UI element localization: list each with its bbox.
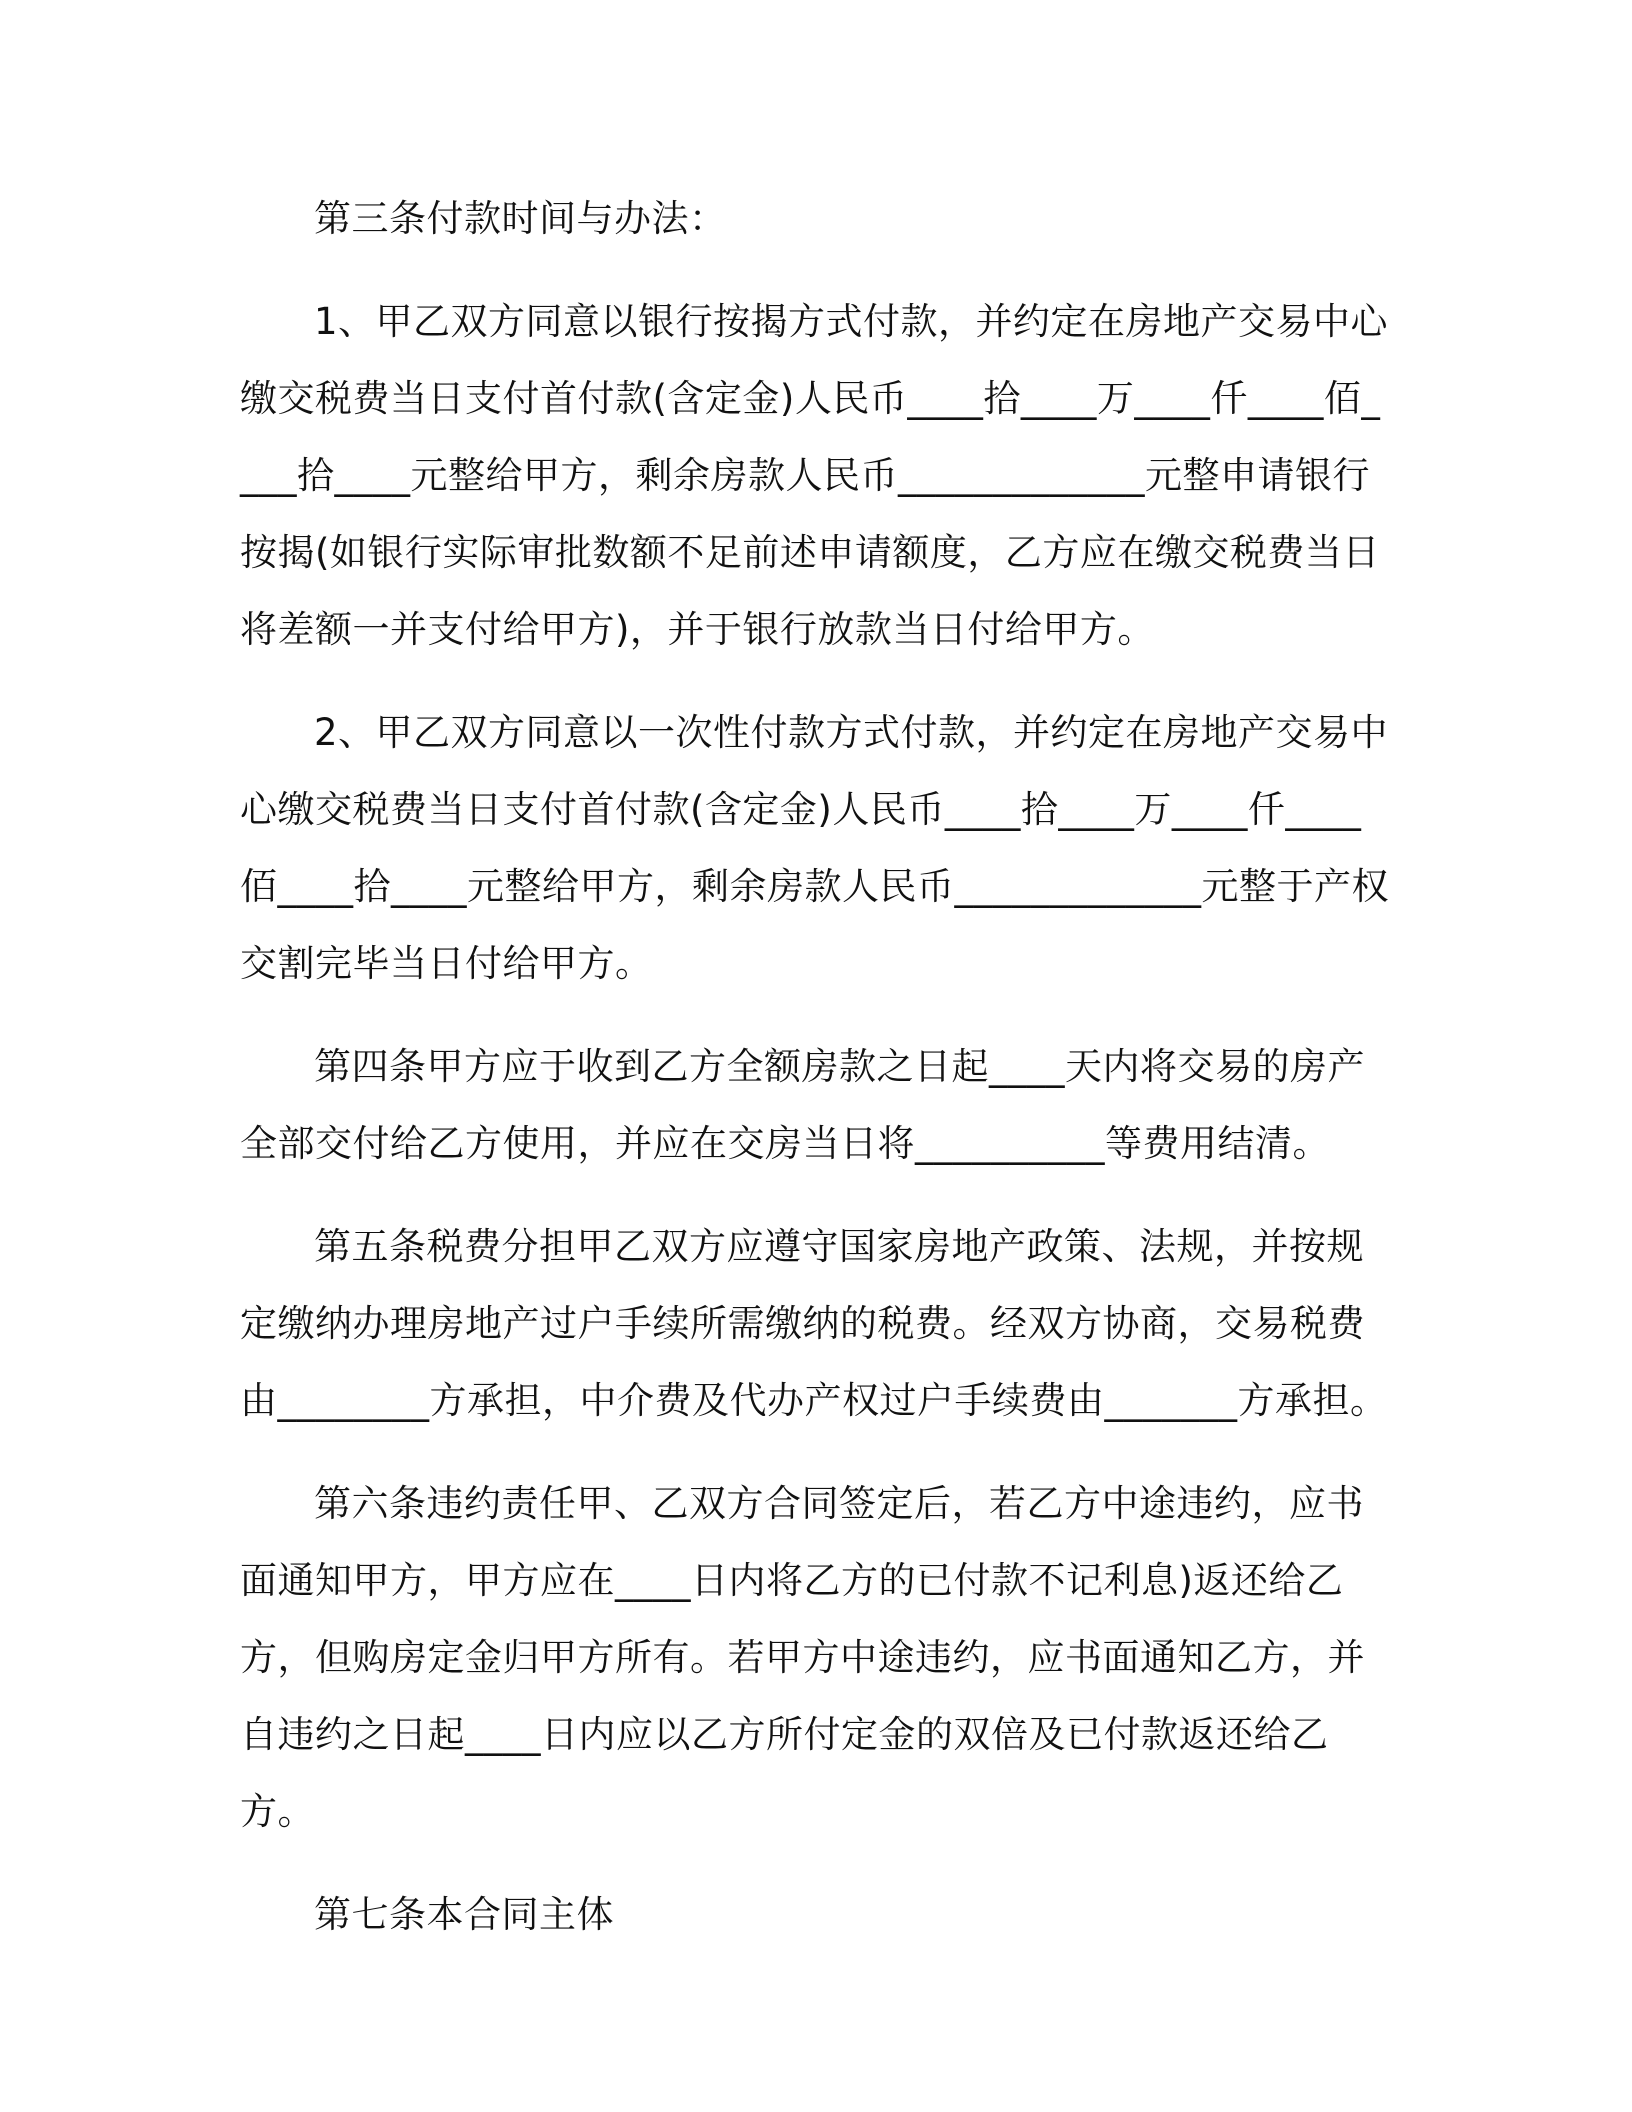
- paragraph-article-3-heading: 第三条付款时间与办法：: [314, 197, 727, 240]
- paragraph-mortgage-payment: 1、甲乙双方同意以银行按揭方式付款，并约定在房地产交易中心缴交税费当日支付首付款(含定金)人民币____拾____万____仟____佰____拾____元整给甲方，剩余房款人民币_____________元整申请银行按揭(如银行实际审批数额不足前述申请额度，乙方应在缴交税费当日将差额一并支付给甲方)，并于银行放款当日付给甲方。: [240, 300, 1389, 651]
- paragraph-lump-sum-payment: 2、甲乙双方同意以一次性付款方式付款，并约定在房地产交易中心缴交税费当日支付首付款(含定金)人民币____拾____万____仟____佰____拾____元整给甲方，剩余房款人民币_____________元整于产权交割完毕当日付给甲方。: [240, 711, 1389, 985]
- paragraph-article-4-delivery: 第四条甲方应于收到乙方全额房款之日起____天内将交易的房产全部交付给乙方使用，并应在交房当日将__________等费用结清。: [240, 1045, 1365, 1165]
- paragraph-article-5-taxes: 第五条税费分担甲乙双方应遵守国家房地产政策、法规，并按规定缴纳办理房地产过户手续所需缴纳的税费。经双方协商，交易税费由________方承担，中介费及代办产权过户手续费由_______方承担。: [240, 1225, 1388, 1422]
- paragraph-article-7-heading: 第七条本合同主体: [314, 1893, 614, 1936]
- document-body: [240, 180, 1390, 1979]
- paragraph-article-6-breach: 第六条违约责任甲、乙双方合同签定后，若乙方中途违约，应书面通知甲方，甲方应在____日内将乙方的已付款不记利息)返还给乙方，但购房定金归甲方所有。若甲方中途违约，应书面通知乙方，并自违约之日起____日内应以乙方所付定金的双倍及已付款返还给乙方。: [240, 1482, 1365, 1833]
